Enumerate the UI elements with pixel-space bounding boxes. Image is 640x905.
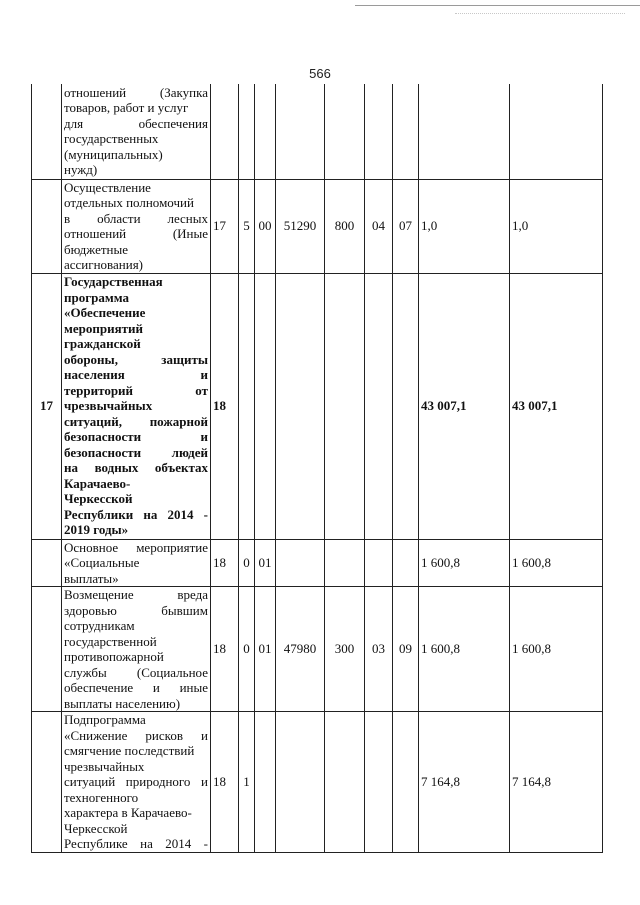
table-row xyxy=(32,587,603,712)
row-name-line: отношений (Закупка xyxy=(64,84,208,100)
cell-vr xyxy=(325,273,365,539)
cell-pr: 09 xyxy=(393,587,419,712)
row-name xyxy=(62,273,211,539)
cell-om: 01 xyxy=(255,539,276,587)
cell-gp: 18 xyxy=(211,273,239,539)
cell-vr: 800 xyxy=(325,179,365,273)
cell-sum1: 7 164,8 xyxy=(419,712,510,853)
scan-top-dots xyxy=(455,13,625,15)
cell-om: 00 xyxy=(255,179,276,273)
row-name-line: обеспечение и иные xyxy=(64,680,208,695)
row-name-line: здоровью бывшим xyxy=(64,602,208,618)
row-name-line: «Обеспечение xyxy=(64,305,146,321)
cell-rz xyxy=(365,273,393,539)
cell-num xyxy=(32,587,62,712)
cell-vr xyxy=(325,84,365,179)
row-name-line: службы (Социальное xyxy=(64,664,208,680)
cell-pp: 0 xyxy=(239,539,255,587)
cell-pp: 5 xyxy=(239,179,255,273)
page-number: 566 xyxy=(309,66,331,81)
row-name-line: Республике на 2014 - xyxy=(64,836,208,851)
row-name-line: Республики на 2014 - xyxy=(64,506,208,522)
cell-sum2: 1,0 xyxy=(510,179,603,273)
cell-dir xyxy=(276,712,325,853)
cell-dir xyxy=(276,273,325,539)
row-name-line: бюджетные xyxy=(64,241,129,257)
row-name-line: выплаты» xyxy=(64,570,119,586)
row-name-line: товаров, работ и услуг xyxy=(64,100,189,116)
table-row xyxy=(32,273,603,539)
row-name-line: Подпрограмма xyxy=(64,712,146,727)
row-name-line: безопасности людей xyxy=(64,444,208,460)
row-name-line: нужд) xyxy=(64,162,98,178)
row-name-line: мероприятий xyxy=(64,320,143,336)
row-name-line: 2019 годы» xyxy=(64,522,129,538)
row-name-line: отношений (Иные xyxy=(64,226,208,241)
cell-sum1: 1 600,8 xyxy=(419,587,510,712)
table-row xyxy=(32,84,603,179)
cell-pp xyxy=(239,273,255,539)
row-name-line: населения и xyxy=(64,367,208,383)
cell-pp: 1 xyxy=(239,712,255,853)
row-name-line: Черкесской xyxy=(64,491,133,507)
row-name xyxy=(62,587,211,712)
row-name-line: Государственная xyxy=(64,274,163,290)
row-name-line: в области лесных xyxy=(64,210,208,226)
cell-sum1 xyxy=(419,84,510,179)
row-name-line: территорий от xyxy=(64,382,208,398)
cell-num xyxy=(32,712,62,853)
row-name-line: гражданской xyxy=(64,336,141,352)
cell-sum2: 43 007,1 xyxy=(510,273,603,539)
cell-pr xyxy=(393,712,419,853)
cell-sum2: 7 164,8 xyxy=(510,712,603,853)
row-name-line: на водных объектах xyxy=(64,460,208,476)
table-row xyxy=(32,179,603,273)
budget-table xyxy=(31,84,603,853)
cell-pr xyxy=(393,84,419,179)
cell-pp: 0 xyxy=(239,587,255,712)
cell-dir xyxy=(276,539,325,587)
cell-pp xyxy=(239,84,255,179)
cell-rz xyxy=(365,712,393,853)
row-name-line: «Социальные xyxy=(64,555,140,570)
cell-num xyxy=(32,179,62,273)
cell-gp: 18 xyxy=(211,587,239,712)
row-name xyxy=(62,712,211,853)
row-name-line: ситуаций, пожарной xyxy=(64,413,208,429)
cell-om xyxy=(255,84,276,179)
cell-dir xyxy=(276,84,325,179)
row-name-line: государственных xyxy=(64,131,159,147)
cell-om: 01 xyxy=(255,587,276,712)
cell-pr xyxy=(393,539,419,587)
cell-rz xyxy=(365,539,393,587)
cell-num xyxy=(32,539,62,587)
row-name-line: чрезвычайных xyxy=(64,398,153,414)
cell-gp xyxy=(211,84,239,179)
cell-dir: 51290 xyxy=(276,179,325,273)
row-name-line: обороны, защиты xyxy=(64,351,208,367)
row-name-line: Осуществление xyxy=(64,179,151,195)
table-row xyxy=(32,539,603,587)
cell-sum1: 1,0 xyxy=(419,179,510,273)
row-name xyxy=(62,179,211,273)
cell-om xyxy=(255,712,276,853)
cell-om xyxy=(255,273,276,539)
cell-rz xyxy=(365,84,393,179)
row-name-line: характера в Карачаево- xyxy=(64,805,192,820)
cell-sum2: 1 600,8 xyxy=(510,539,603,587)
row-name-line: выплаты населению) xyxy=(64,695,181,711)
cell-sum1: 43 007,1 xyxy=(419,273,510,539)
row-name-line: ассигнования) xyxy=(64,257,144,272)
row-name-line: Основное мероприятие xyxy=(64,539,208,555)
cell-rz: 04 xyxy=(365,179,393,273)
cell-vr xyxy=(325,712,365,853)
cell-gp: 17 xyxy=(211,179,239,273)
cell-gp: 18 xyxy=(211,539,239,587)
cell-num xyxy=(32,84,62,179)
row-name-line: (муниципальных) xyxy=(64,146,163,162)
scan-top-line xyxy=(355,5,640,6)
row-name-line: государственной xyxy=(64,633,157,649)
row-name-line: смягчение последствий xyxy=(64,743,195,758)
row-name xyxy=(62,84,211,179)
cell-num: 17 xyxy=(32,273,62,539)
cell-rz: 03 xyxy=(365,587,393,712)
row-name-line: Черкесской xyxy=(64,820,128,836)
cell-sum2 xyxy=(510,84,603,179)
row-name-line: безопасности и xyxy=(64,429,208,445)
row-name-line: отдельных полномочий xyxy=(64,195,194,210)
row-name-line: программа xyxy=(64,289,129,305)
table-row xyxy=(32,712,603,853)
row-name-line: техногенного xyxy=(64,789,139,805)
cell-sum1: 1 600,8 xyxy=(419,539,510,587)
row-name-line: Возмещение вреда xyxy=(64,587,208,602)
row-name-line: противопожарной xyxy=(64,649,164,664)
row-name-line: Карачаево- xyxy=(64,475,131,491)
row-name-line: чрезвычайных xyxy=(64,758,145,774)
cell-pr xyxy=(393,273,419,539)
cell-sum2: 1 600,8 xyxy=(510,587,603,712)
cell-dir: 47980 xyxy=(276,587,325,712)
cell-gp: 18 xyxy=(211,712,239,853)
row-name-line: для обеспечения xyxy=(64,115,208,131)
row-name-line: ситуаций природного и xyxy=(64,774,208,789)
cell-vr xyxy=(325,539,365,587)
row-name-line: «Снижение рисков и xyxy=(64,727,208,743)
row-name-line: сотрудникам xyxy=(64,618,135,633)
cell-vr: 300 xyxy=(325,587,365,712)
cell-pr: 07 xyxy=(393,179,419,273)
row-name xyxy=(62,539,211,587)
